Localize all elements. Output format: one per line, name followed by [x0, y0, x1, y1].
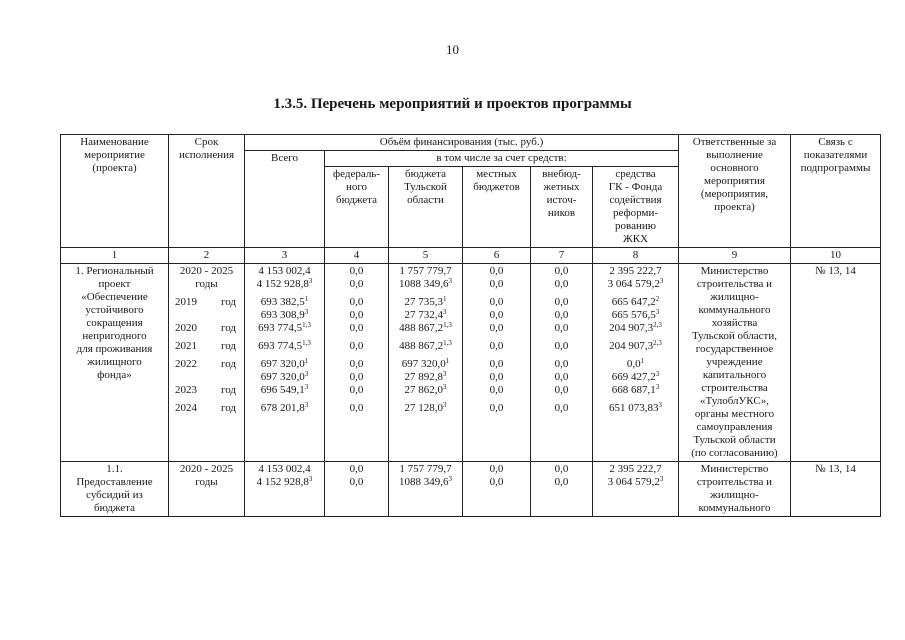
term-line: годы: [195, 476, 218, 488]
total-value: 4 152 928,8$^3$: [256, 277, 313, 290]
year-suffix: год: [220, 358, 236, 370]
footnote-mark: 1: [640, 357, 645, 365]
footnote-mark: 1,3: [302, 321, 311, 329]
term-line: [171, 296, 242, 309]
federal-value: 0,0: [349, 322, 364, 334]
total-value: 4 153 002,4: [258, 265, 311, 277]
footnote-mark: 1,3: [443, 339, 452, 347]
header-text-line: Тульской: [404, 181, 447, 193]
activity-name-line: бюджета: [93, 502, 135, 514]
footnote-mark: 3: [448, 277, 452, 285]
total-value: 678 201,8$^3$: [260, 401, 309, 414]
header-text-line: бюджета: [335, 194, 377, 206]
activity-name-line: жилищного: [87, 356, 142, 368]
header-text-line: источ-: [546, 194, 577, 206]
footnote-mark: 2,3: [653, 339, 662, 347]
regional-value: 27 892,8$^3$: [404, 370, 447, 383]
header-text-line: федераль-: [333, 168, 380, 180]
total-value: 696 549,1$^3$: [260, 383, 309, 396]
header-funding: Объём финансирования (тыс. руб.): [245, 135, 679, 151]
activity-name-line: 1. Региональный: [75, 265, 154, 277]
responsible-line: жилищно-: [710, 489, 759, 501]
regional-value: 27 128,0$^3$: [404, 401, 447, 414]
federal-value: 0,0: [349, 384, 364, 396]
indicator-link: № 13, 14: [815, 265, 856, 277]
year-suffix: год: [220, 296, 236, 308]
extra-value: 0,0: [554, 278, 569, 290]
term-line: [171, 340, 242, 353]
header-including: в том числе за счет средств:: [325, 151, 679, 167]
column-number: 8: [593, 248, 679, 264]
total-value: 4 152 928,8$^3$: [256, 475, 313, 488]
year-suffix: год: [220, 402, 236, 414]
footnote-mark: 3: [443, 308, 447, 316]
local-value: 0,0: [489, 384, 504, 396]
federal-value: 0,0: [349, 402, 364, 414]
total-value: 693 382,5$^1$: [260, 295, 309, 308]
header-link: [791, 135, 881, 248]
term-cell: [169, 462, 245, 517]
responsible-line: строительства и: [696, 476, 773, 488]
header-text-line: проекта): [714, 201, 755, 213]
extra-value: 0,0: [554, 476, 569, 488]
extra-value: 0,0: [554, 384, 569, 396]
fund-value: 669 427,2$^3$: [611, 370, 660, 383]
responsible-line: Тульской области,: [691, 330, 778, 342]
responsible-line: хозяйства: [711, 317, 758, 329]
header-responsible: [679, 135, 791, 248]
activities-table: [60, 134, 881, 517]
federal-value: 0,0: [349, 340, 364, 352]
responsible-line: «ТулоблУКС»,: [700, 395, 769, 407]
header-text-line: показателями: [803, 149, 868, 161]
extra-value: 0,0: [554, 371, 569, 383]
local-value: 0,0: [489, 296, 504, 308]
total-cell: [245, 462, 325, 517]
regional-value: 1 757 779,7: [399, 463, 452, 475]
header-fund: [593, 167, 679, 248]
local-cell: [463, 264, 531, 462]
extra-cell: [531, 462, 593, 517]
extra-value: 0,0: [554, 265, 569, 277]
responsible-line: учреждение: [706, 356, 763, 368]
extra-value: 0,0: [554, 322, 569, 334]
regional-value: 27 732,4$^3$: [404, 308, 447, 321]
header-text-line: подпрограммы: [800, 162, 871, 174]
footnote-mark: 1,3: [302, 339, 311, 347]
footnote-mark: 3: [304, 401, 309, 409]
local-value: 0,0: [489, 402, 504, 414]
fund-value: 3 064 579,2$^3$: [607, 277, 664, 290]
total-value: 693 774,5$^{1,3}$: [258, 321, 311, 334]
header-text-line: средства: [615, 168, 656, 180]
term-line: годы: [195, 278, 218, 290]
term-line: [171, 402, 242, 415]
header-text-line: области: [407, 194, 444, 206]
header-text-line: Связь с: [818, 136, 853, 148]
local-value: 0,0: [489, 463, 504, 475]
year: 2024: [175, 402, 197, 414]
responsible-cell: [679, 462, 791, 517]
fund-value: 665 576,5$^3$: [611, 308, 660, 321]
footnote-mark: 3: [655, 383, 660, 391]
header-text-line: ного: [345, 181, 368, 193]
footnote-mark: 3: [448, 475, 452, 483]
regional-value: 1 757 779,7: [399, 265, 452, 277]
header-text-line: Ответственные за: [692, 136, 777, 148]
responsible-line: Министерство: [700, 265, 769, 277]
fund-value: 2 395 222,7: [609, 463, 662, 475]
term-line: [171, 384, 242, 397]
footnote-mark: 2,3: [653, 321, 662, 329]
fund-cell: [593, 264, 679, 462]
federal-value: 0,0: [349, 371, 364, 383]
year: 2019: [175, 296, 197, 308]
local-value: 0,0: [489, 309, 504, 321]
extra-value: 0,0: [554, 463, 569, 475]
federal-value: 0,0: [349, 358, 364, 370]
term-line: 2020 - 2025: [179, 265, 234, 277]
activity-name-line: проект: [98, 278, 131, 290]
column-number: 1: [61, 248, 169, 264]
extra-value: 0,0: [554, 296, 569, 308]
header-text-line: бюджета: [404, 168, 446, 180]
table-row: [61, 264, 881, 462]
term-line: [171, 309, 242, 322]
regional-value: 488 867,2$^{1,3}$: [399, 339, 452, 352]
responsible-line: Министерство: [700, 463, 769, 475]
regional-value: 697 320,0$^1$: [401, 357, 450, 370]
footnote-mark: 3: [443, 370, 447, 378]
footnote-mark: 3: [443, 401, 447, 409]
header-text-line: (мероприятия,: [700, 188, 769, 200]
fund-value: 3 064 579,2$^3$: [607, 475, 664, 488]
activity-name-line: фонда»: [97, 369, 132, 381]
fund-value: 204 907,3$^{2,3}$: [609, 321, 662, 334]
activity-name-line: 1.1.: [106, 463, 123, 475]
year-suffix: год: [220, 322, 236, 334]
responsible-line: самоуправления: [696, 421, 773, 433]
federal-value: 0,0: [349, 309, 364, 321]
responsible-line: государственное: [695, 343, 774, 355]
local-value: 0,0: [489, 340, 504, 352]
federal-value: 0,0: [349, 265, 364, 277]
local-value: 0,0: [489, 265, 504, 277]
activity-name-line: субсидий из: [86, 489, 143, 501]
header-term: [169, 135, 245, 248]
footnote-mark: 3: [443, 383, 447, 391]
footnote-mark: 3: [659, 277, 664, 285]
year-suffix: год: [220, 340, 236, 352]
responsible-line: (по согласованию): [691, 447, 778, 459]
total-value: 697 320,0$^1$: [260, 357, 309, 370]
total-value: 693 308,9$^3$: [260, 308, 309, 321]
page-number: 10: [446, 42, 459, 57]
activity-name-line: сокращения: [86, 317, 143, 329]
section-heading: 1.3.5. Перечень мероприятий и проектов программы: [273, 96, 632, 112]
total-cell: [245, 264, 325, 462]
header-row-1: [61, 135, 881, 151]
local-value: 0,0: [489, 358, 504, 370]
header-text-line: мероприятия: [704, 175, 765, 187]
fund-value: 668 687,1$^3$: [611, 383, 660, 396]
regional-value: 488 867,2$^{1,3}$: [399, 321, 452, 334]
indicator-link: № 13, 14: [815, 463, 856, 475]
header-local: [463, 167, 531, 248]
year: 2021: [175, 340, 197, 352]
footnote-mark: 3: [308, 475, 313, 483]
federal-value: 0,0: [349, 296, 364, 308]
column-number: 9: [679, 248, 791, 264]
footnote-mark: 3: [308, 277, 313, 285]
link-cell: [791, 462, 881, 517]
header-text-line: реформи-: [613, 207, 658, 219]
term-line: 2020 - 2025: [179, 463, 234, 475]
footnote-mark: 3: [658, 401, 662, 409]
header-text-line: исполнения: [178, 149, 235, 161]
responsible-line: Тульской области: [693, 434, 776, 446]
header-text-line: жетных: [543, 181, 580, 193]
header-text-line: ников: [547, 207, 576, 219]
regional-value: 1088 349,6$^3$: [399, 475, 452, 488]
header-text-line: содействия: [609, 194, 662, 206]
federal-cell: [325, 264, 389, 462]
header-text-line: рованию: [615, 220, 656, 232]
regional-value: 1088 349,6$^3$: [399, 277, 452, 290]
local-cell: [463, 462, 531, 517]
responsible-line: строительства и: [696, 278, 773, 290]
footnote-mark: 3: [304, 383, 309, 391]
column-number: 10: [791, 248, 881, 264]
regional-cell: [389, 462, 463, 517]
footnote-mark: 1: [304, 357, 309, 365]
column-number: 7: [531, 248, 593, 264]
footnote-mark: 3: [655, 308, 660, 316]
year: 2020: [175, 322, 197, 334]
extra-value: 0,0: [554, 402, 569, 414]
federal-cell: [325, 462, 389, 517]
activity-name: [61, 462, 169, 517]
total-value: 4 153 002,4: [258, 463, 311, 475]
header-text-line: внебюд-: [542, 168, 581, 180]
footnote-mark: 3: [655, 370, 660, 378]
local-value: 0,0: [489, 322, 504, 334]
header-text-line: Срок: [194, 136, 219, 148]
year: 2023: [175, 384, 197, 396]
header-text-line: ГК - Фонда: [608, 181, 663, 193]
extra-value: 0,0: [554, 358, 569, 370]
link-cell: [791, 264, 881, 462]
footnote-mark: 1: [445, 357, 450, 365]
term-line: [171, 358, 242, 371]
header-text-line: мероприятие: [84, 149, 145, 161]
footnote-mark: 3: [304, 308, 309, 316]
fund-value: $0,0^1$: [626, 357, 645, 370]
responsible-line: органы местного: [694, 408, 775, 420]
total-value: 697 320,0$^3$: [260, 370, 309, 383]
responsible-line: строительства: [701, 382, 768, 394]
activity-name-line: для проживания: [76, 343, 153, 355]
responsible-line: коммунального: [698, 304, 771, 316]
responsible-cell: [679, 264, 791, 462]
header-name: [61, 135, 169, 248]
activity-name-line: устойчивого: [85, 304, 144, 316]
federal-value: 0,0: [349, 476, 364, 488]
column-number: 3: [245, 248, 325, 264]
extra-value: 0,0: [554, 340, 569, 352]
header-text-line: Наименование: [80, 136, 149, 148]
activity-name: [61, 264, 169, 462]
column-number: 2: [169, 248, 245, 264]
local-value: 0,0: [489, 371, 504, 383]
header-total: Всего: [245, 151, 325, 248]
regional-value: 27 862,0$^3$: [404, 383, 447, 396]
fund-value: 651 073,83$^3$: [609, 401, 662, 414]
header-text-line: бюджетов: [473, 181, 520, 193]
header-text-line: (проекта): [92, 162, 137, 174]
header-text-line: основного: [710, 162, 759, 174]
fund-cell: [593, 462, 679, 517]
footnote-mark: 3: [659, 475, 664, 483]
regional-value: 27 735,3$^1$: [404, 295, 447, 308]
column-numbers-row: [61, 248, 881, 264]
extra-value: 0,0: [554, 309, 569, 321]
header-text-line: местных: [476, 168, 517, 180]
header-text-line: ЖКХ: [622, 233, 649, 245]
activity-name-line: «Обеспечение: [81, 291, 148, 303]
total-value: 693 774,5$^{1,3}$: [258, 339, 311, 352]
responsible-line: капитального: [702, 369, 767, 381]
responsible-line: жилищно-: [710, 291, 759, 303]
activity-name-line: непригодного: [82, 330, 147, 342]
fund-value: 2 395 222,7: [609, 265, 662, 277]
year-suffix: год: [220, 384, 236, 396]
column-number: 4: [325, 248, 389, 264]
header-extra: [531, 167, 593, 248]
extra-cell: [531, 264, 593, 462]
term-line: [171, 322, 242, 335]
year: 2022: [175, 358, 197, 370]
header-federal: [325, 167, 389, 248]
federal-value: 0,0: [349, 463, 364, 475]
column-number: 5: [389, 248, 463, 264]
footnote-mark: 3: [304, 370, 309, 378]
fund-value: 665 647,2$^2$: [611, 295, 660, 308]
regional-cell: [389, 264, 463, 462]
header-text-line: выполнение: [706, 149, 763, 161]
fund-value: 204 907,3$^{2,3}$: [609, 339, 662, 352]
table-row: [61, 462, 881, 517]
activity-name-line: Предоставление: [76, 476, 153, 488]
header-regional: [389, 167, 463, 248]
footnote-mark: 1,3: [443, 321, 452, 329]
column-number: 6: [463, 248, 531, 264]
term-line: [171, 371, 242, 384]
local-value: 0,0: [489, 476, 504, 488]
footnote-mark: 1: [304, 295, 309, 303]
term-cell: [169, 264, 245, 462]
footnote-mark: 2: [655, 295, 660, 303]
responsible-line: коммунального: [698, 502, 771, 514]
federal-value: 0,0: [349, 278, 364, 290]
local-value: 0,0: [489, 278, 504, 290]
footnote-mark: 1: [443, 295, 447, 303]
